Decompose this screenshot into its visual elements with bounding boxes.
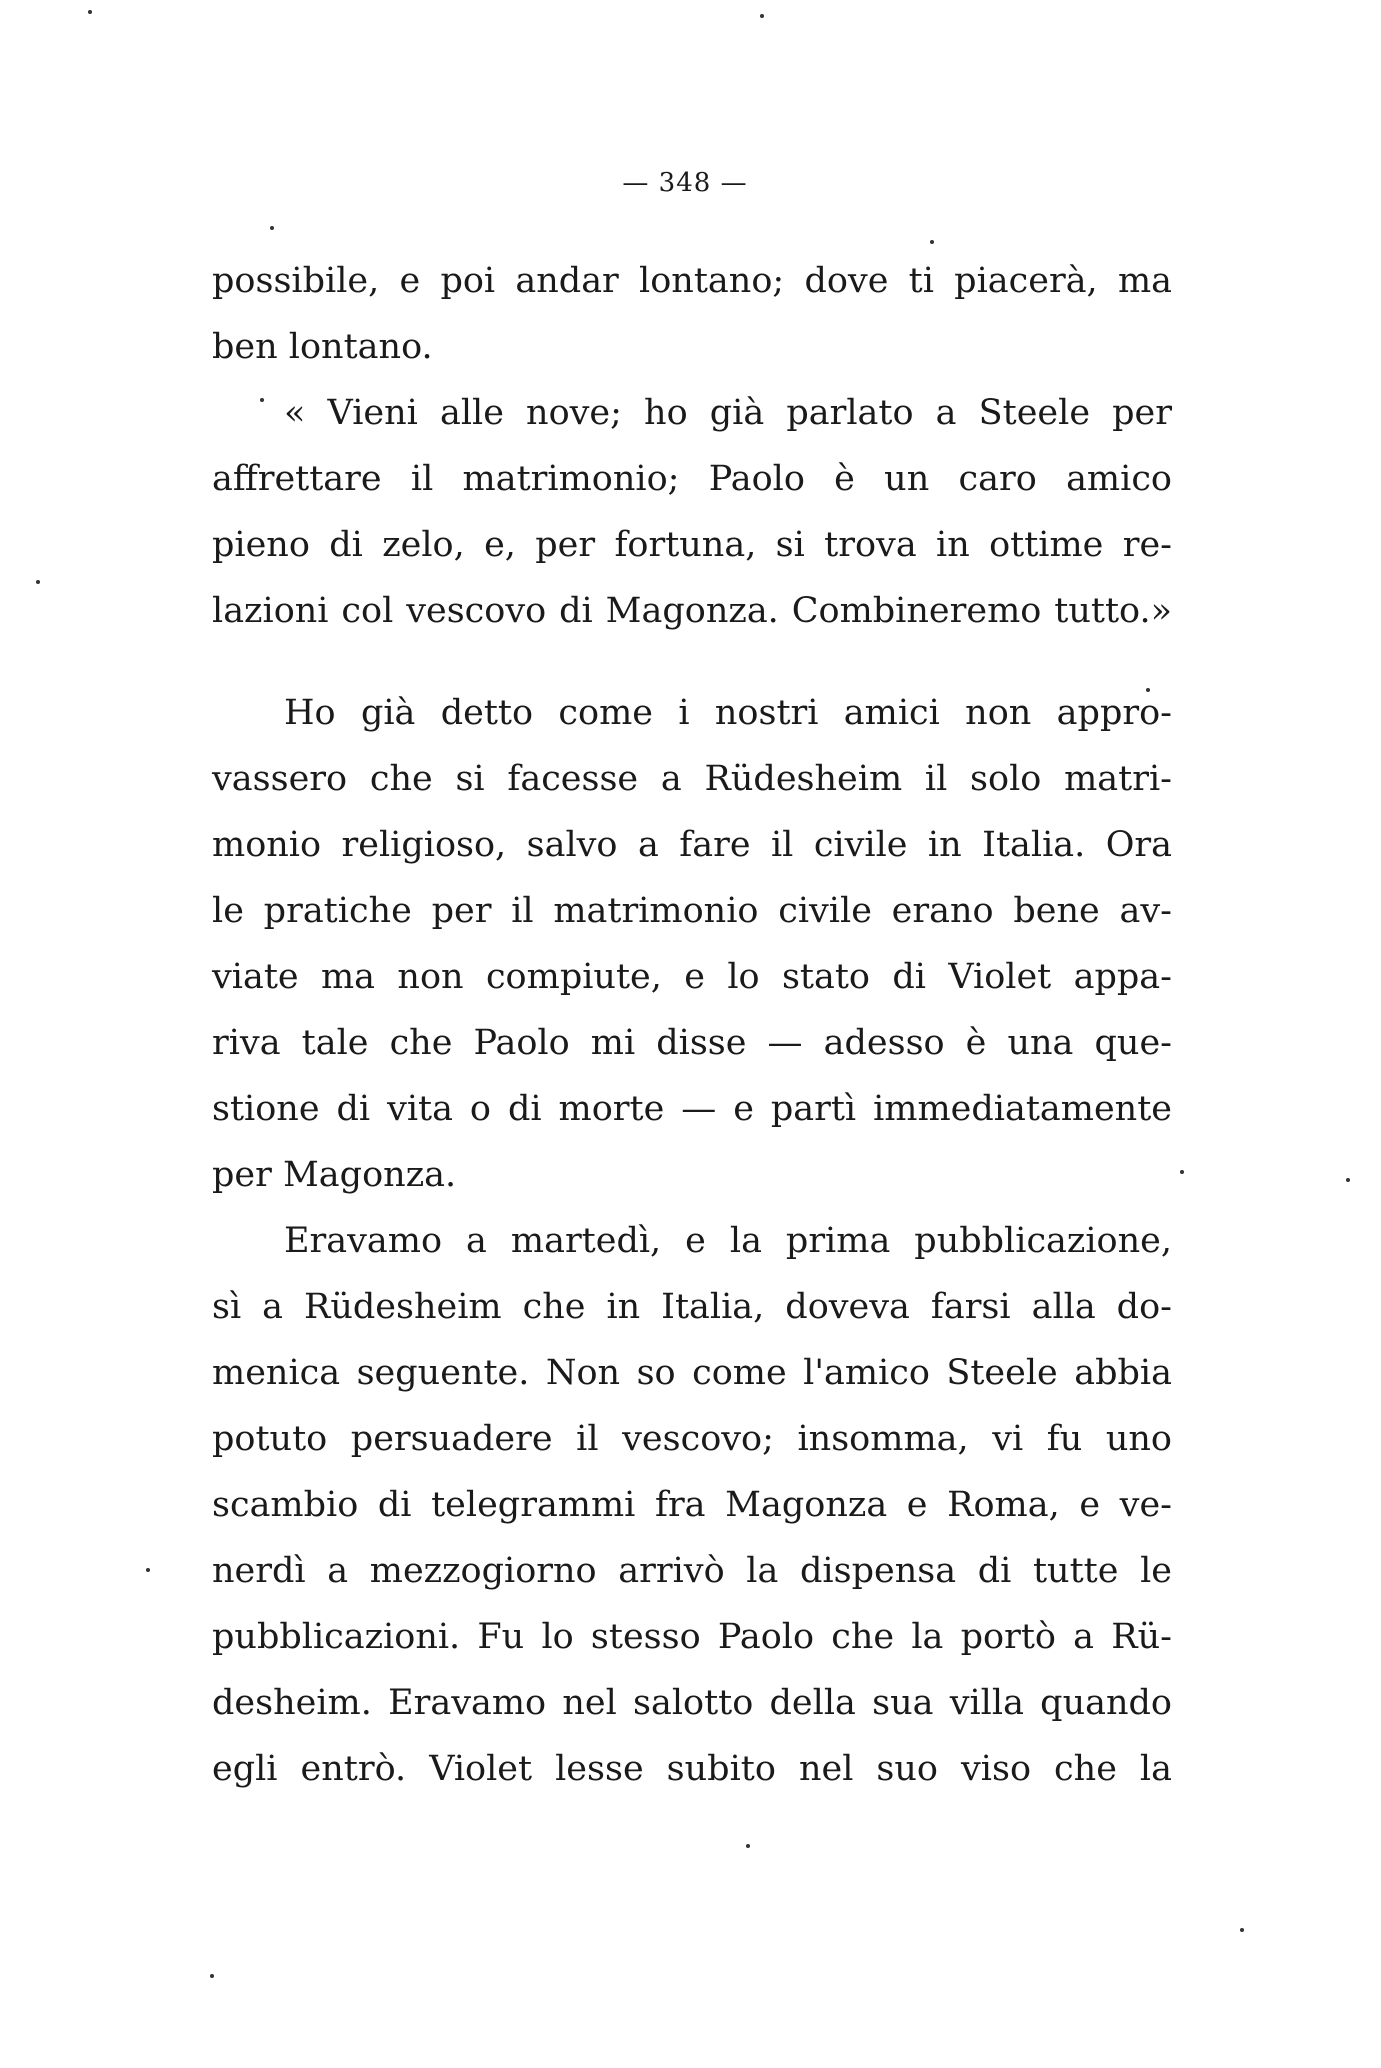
text-line: possibile, e poi andar lontano; dove ti piacerà, ma — [212, 261, 1172, 301]
scan-speck — [146, 1568, 150, 1572]
text-line: desheim. Eravamo nel salotto della sua villa quando — [212, 1683, 1172, 1723]
text-line: riva tale che Paolo mi disse — adesso è una que- — [212, 1023, 1172, 1063]
scan-speck — [1346, 1178, 1350, 1182]
text-line: pieno di zelo, e, per fortuna, si trova in ottime re- — [212, 525, 1172, 565]
paragraph-quote — [212, 380, 1172, 644]
scan-speck — [1180, 1170, 1184, 1174]
text-line: Ho già detto come i nostri amici non appro- — [284, 693, 1172, 733]
scan-speck — [260, 398, 264, 402]
scan-speck — [210, 1974, 214, 1978]
text-line: potuto persuadere il vescovo; insomma, vi fu uno — [212, 1419, 1172, 1459]
text-line: le pratiche per il matrimonio civile erano bene av- — [212, 891, 1172, 931]
paragraph-body — [212, 680, 1172, 1208]
text-line: lazioni col vescovo di Magonza. Combineremo tutto.» — [212, 591, 1172, 631]
text-line: viate ma non compiute, e lo stato di Violet appa- — [212, 957, 1172, 997]
text-line: « Vieni alle nove; ho già parlato a Steele per — [284, 393, 1172, 433]
scan-speck — [1240, 1928, 1244, 1932]
text-line: affrettare il matrimonio; Paolo è un caro amico — [212, 459, 1172, 499]
page-number: — 348 — — [622, 168, 748, 198]
text-line: Eravamo a martedì, e la prima pubblicazione, — [284, 1221, 1172, 1261]
paragraph-body — [212, 1208, 1172, 1802]
text-line: per Magonza. — [212, 1155, 457, 1195]
text-line: pubblicazioni. Fu lo stesso Paolo che la portò a Rü- — [212, 1617, 1172, 1657]
text-line: vassero che si facesse a Rüdesheim il solo matri- — [212, 759, 1172, 799]
text-line: stione di vita o di morte — e partì immediatamente — [212, 1089, 1172, 1129]
text-line: nerdì a mezzogiorno arrivò la dispensa di tutte le — [212, 1551, 1172, 1591]
scan-speck — [930, 240, 934, 244]
text-line: sì a Rüdesheim che in Italia, doveva farsi alla do- — [212, 1287, 1172, 1327]
paragraph-continuation — [212, 248, 1172, 380]
scan-speck — [270, 226, 274, 230]
scan-speck — [746, 1844, 750, 1848]
scan-speck — [88, 10, 92, 14]
text-line: scambio di telegrammi fra Magonza e Roma, e ve- — [212, 1485, 1172, 1525]
text-line: monio religioso, salvo a fare il civile in Italia. Ora — [212, 825, 1172, 865]
text-line: egli entrò. Violet lesse subito nel suo viso che la — [212, 1749, 1172, 1789]
text-line: ben lontano. — [212, 327, 433, 367]
text-line: menica seguente. Non so come l'amico Steele abbia — [212, 1353, 1172, 1393]
scan-speck — [1146, 688, 1150, 692]
scan-speck — [760, 14, 764, 18]
scan-speck — [36, 580, 40, 584]
